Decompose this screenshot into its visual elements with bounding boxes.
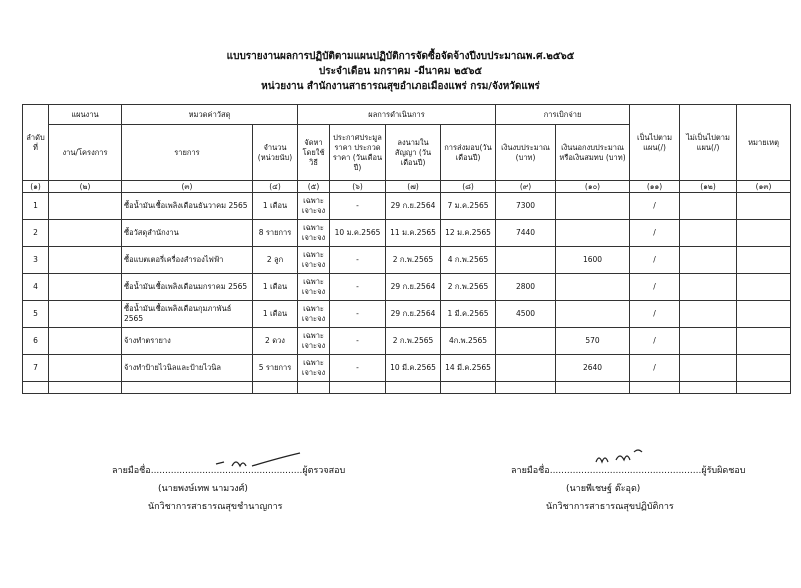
header-contract: ลงนามในสัญญา (วันเดือนปี) — [386, 125, 441, 181]
left-handwritten-signature — [212, 450, 302, 472]
cell-budget — [496, 355, 556, 382]
cell-contract: 2 ก.พ.2565 — [386, 328, 441, 355]
cell-offbudget: 570 — [556, 328, 630, 355]
cell-remark — [737, 274, 791, 301]
header-item: รายการ — [122, 125, 253, 181]
cell-announce: - — [330, 193, 386, 220]
cell-delivery: 12 ม.ค.2565 — [441, 220, 496, 247]
cell-contract: 29 ก.ย.2564 — [386, 193, 441, 220]
cell-remark — [737, 247, 791, 274]
table-row — [23, 274, 791, 301]
index-cell: (๖) — [330, 181, 386, 193]
cell-qty: 1 เดือน — [253, 193, 298, 220]
header-results-group: ผลการดำเนินการ — [298, 105, 496, 125]
cell-delivery: 1 มี.ค.2565 — [441, 301, 496, 328]
cell-onplan: / — [630, 328, 680, 355]
cell-offplan — [680, 274, 737, 301]
index-cell: (๙) — [496, 181, 556, 193]
cell-method: เฉพาะเจาะจง — [298, 274, 330, 301]
index-cell: (๒) — [49, 181, 122, 193]
cell-onplan: / — [630, 301, 680, 328]
report-title: แบบรายงานผลการปฏิบัติตามแผนปฏิบัติการจัดซื้อจัดจ้างปีงบประมาณพ.ศ.๒๕๖๕ — [226, 51, 575, 62]
cell-delivery: 7 ม.ค.2565 — [441, 193, 496, 220]
cell-offplan — [680, 355, 737, 382]
cell-item: จ้างทำตรายาง — [122, 328, 253, 355]
right-signature-suffix: ผู้รับผิดชอบ — [701, 466, 746, 476]
cell-project — [49, 301, 122, 328]
cell-onplan: / — [630, 220, 680, 247]
right-signer-position: นักวิชาการสาธารณสุขปฏิบัติการ — [546, 502, 674, 512]
cell-offbudget — [556, 220, 630, 247]
cell-budget: 7440 — [496, 220, 556, 247]
cell-announce: - — [330, 274, 386, 301]
left-signature-suffix: ผู้ตรวจสอบ — [302, 466, 346, 476]
header-disbursement-group: การเบิกจ่าย — [496, 105, 630, 125]
cell-offplan — [680, 328, 737, 355]
header-project: งาน/โครงการ — [49, 125, 122, 181]
cell-project — [49, 355, 122, 382]
header-plan-group: แผนงาน — [49, 105, 122, 125]
cell-project — [49, 328, 122, 355]
index-cell: (๑๐) — [556, 181, 630, 193]
cell-delivery: 2 ก.พ.2565 — [441, 274, 496, 301]
cell-offplan — [680, 301, 737, 328]
cell-contract: 29 ก.ย.2564 — [386, 274, 441, 301]
cell-delivery: 4ก.พ.2565 — [441, 328, 496, 355]
cell-delivery: 4 ก.พ.2565 — [441, 247, 496, 274]
index-cell: (๔) — [253, 181, 298, 193]
cell-no: 4 — [23, 274, 49, 301]
cell-method: เฉพาะเจาะจง — [298, 301, 330, 328]
cell-qty: 2 ลูก — [253, 247, 298, 274]
cell-qty: 2 ดวง — [253, 328, 298, 355]
index-cell: (๑๒) — [680, 181, 737, 193]
cell-offplan — [680, 193, 737, 220]
cell-method: เฉพาะเจาะจง — [298, 220, 330, 247]
cell-contract: 29 ก.ย.2564 — [386, 301, 441, 328]
table-row — [23, 355, 791, 382]
header-method: จัดหาโดยใช้วิธี — [298, 125, 330, 181]
index-cell: (๘) — [441, 181, 496, 193]
header-delivery: การส่งมอบ(วันเดือนปี) — [441, 125, 496, 181]
table-row — [23, 247, 791, 274]
index-cell: (๑) — [23, 181, 49, 193]
cell-qty: 1 เดือน — [253, 274, 298, 301]
cell-item: จ้างทำป้ายไวนิลและป้ายไวนิล — [122, 355, 253, 382]
cell-onplan: / — [630, 355, 680, 382]
cell-no: 1 — [23, 193, 49, 220]
cell-announce: - — [330, 301, 386, 328]
cell-onplan: / — [630, 274, 680, 301]
index-row — [23, 181, 791, 193]
index-cell: (๗) — [386, 181, 441, 193]
cell-item: ซื้อวัสดุสำนักงาน — [122, 220, 253, 247]
index-cell: (๑๑) — [630, 181, 680, 193]
cell-offplan — [680, 247, 737, 274]
cell-item: ซื้อแบตเตอรี่เครื่องสำรองไฟฟ้า — [122, 247, 253, 274]
cell-project — [49, 193, 122, 220]
cell-budget — [496, 247, 556, 274]
cell-budget: 2800 — [496, 274, 556, 301]
left-signature-prefix: ลายมือชื่อ — [112, 466, 151, 476]
table-row — [23, 193, 791, 220]
right-signer-name: (นายพีเชษฐ์ ต๊ะอุด) — [566, 484, 641, 494]
left-signer-name: (นายพงษ์เทพ นามวงศ์) — [158, 484, 248, 494]
cell-announce: - — [330, 355, 386, 382]
right-handwritten-signature — [590, 446, 650, 468]
cell-no: 2 — [23, 220, 49, 247]
right-signature-prefix: ลายมือชื่อ — [511, 466, 550, 476]
cell-no: 3 — [23, 247, 49, 274]
cell-method: เฉพาะเจาะจง — [298, 193, 330, 220]
cell-contract: 2 ก.พ.2565 — [386, 247, 441, 274]
cell-project — [49, 247, 122, 274]
table-row — [23, 301, 791, 328]
left-signature-line: ลายมือชื่อ.....................................................ผู้ตรวจสอบ — [112, 466, 346, 476]
cell-remark — [737, 301, 791, 328]
table-row — [23, 220, 791, 247]
cell-item: ซื้อน้ำมันเชื้อเพลิงเดือนมกราคม 2565 — [122, 274, 253, 301]
header-budget: เงินงบประมาณ (บาท) — [496, 125, 556, 181]
left-signer-position: นักวิชาการสาธารณสุขชำนาญการ — [148, 502, 283, 512]
index-cell: (๑๓) — [737, 181, 791, 193]
cell-qty: 1 เดือน — [253, 301, 298, 328]
cell-budget — [496, 328, 556, 355]
cell-item: ซื้อน้ำมันเชื้อเพลิงเดือนกุมภาพันธ์ 2565 — [122, 301, 253, 328]
header-category-group: หมวดค่าวัสดุ — [122, 105, 298, 125]
header-announce: ประกาศประมูลราคา ประกวดราคา (วันเดือนปี) — [330, 125, 386, 181]
cell-offbudget: 2640 — [556, 355, 630, 382]
cell-remark — [737, 355, 791, 382]
cell-announce: 10 ม.ค.2565 — [330, 220, 386, 247]
cell-onplan: / — [630, 193, 680, 220]
header-offbudget: เงินนอกงบประมาณ หรือเงินสมทบ (บาท) — [556, 125, 630, 181]
cell-qty: 5 รายการ — [253, 355, 298, 382]
index-cell: (๕) — [298, 181, 330, 193]
cell-offbudget: 1600 — [556, 247, 630, 274]
cell-no: 5 — [23, 301, 49, 328]
cell-project — [49, 220, 122, 247]
cell-qty: 8 รายการ — [253, 220, 298, 247]
cell-announce: - — [330, 328, 386, 355]
cell-method: เฉพาะเจาะจง — [298, 355, 330, 382]
cell-offplan — [680, 220, 737, 247]
header-onplan: เป็นไปตามแผน(/) — [630, 105, 680, 181]
cell-no: 6 — [23, 328, 49, 355]
cell-method: เฉพาะเจาะจง — [298, 328, 330, 355]
procurement-table — [22, 104, 791, 394]
cell-announce: - — [330, 247, 386, 274]
header-qty: จำนวน (หน่วยนับ) — [253, 125, 298, 181]
cell-remark — [737, 193, 791, 220]
report-period: ประจำเดือน มกราคม -มีนาคม ๒๕๖๕ — [318, 66, 483, 77]
cell-offbudget — [556, 301, 630, 328]
cell-method: เฉพาะเจาะจง — [298, 247, 330, 274]
cell-no: 7 — [23, 355, 49, 382]
cell-project — [49, 274, 122, 301]
cell-remark — [737, 220, 791, 247]
cell-contract: 10 มี.ค.2565 — [386, 355, 441, 382]
cell-contract: 11 ม.ค.2565 — [386, 220, 441, 247]
cell-delivery: 14 มี.ค.2565 — [441, 355, 496, 382]
cell-onplan: / — [630, 247, 680, 274]
report-agency: หน่วยงาน สำนักงานสาธารณสุขอำเภอเมืองแพร่ กรม/จังหวัดแพร่ — [261, 81, 540, 92]
header-no: ลำดับที่ — [23, 105, 49, 181]
empty-row — [23, 382, 791, 394]
index-cell: (๓) — [122, 181, 253, 193]
header-offplan: ไม่เป็นไปตามแผน(/) — [680, 105, 737, 181]
header-remark: หมายเหตุ — [737, 105, 791, 181]
cell-remark — [737, 328, 791, 355]
cell-budget: 4500 — [496, 301, 556, 328]
table-row — [23, 328, 791, 355]
cell-offbudget — [556, 274, 630, 301]
cell-budget: 7300 — [496, 193, 556, 220]
cell-offbudget — [556, 193, 630, 220]
cell-item: ซื้อน้ำมันเชื้อเพลิงเดือนธันวาคม 2565 — [122, 193, 253, 220]
right-signature-line: ลายมือชื่อ.....................................................ผู้รับผิดชอบ — [511, 466, 746, 476]
